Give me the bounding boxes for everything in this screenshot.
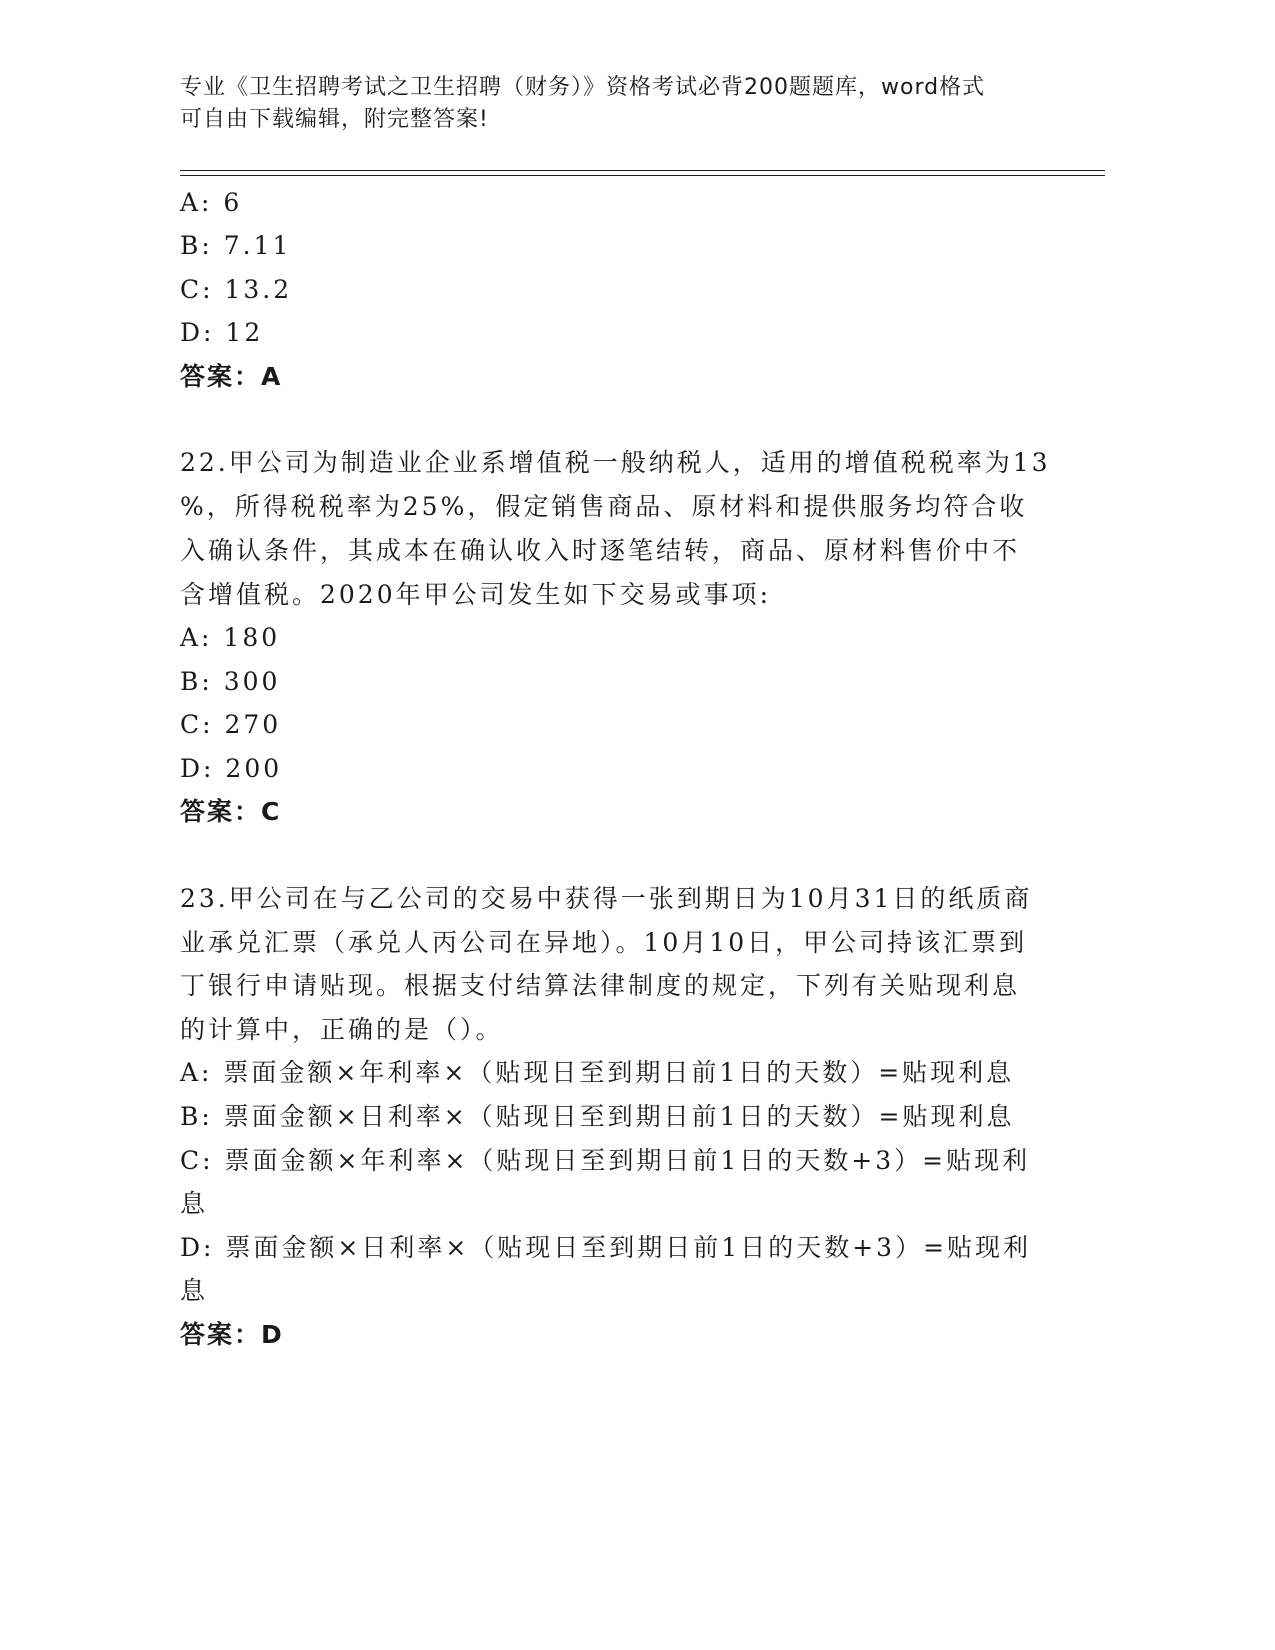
q22-answer: 答案：C — [180, 797, 282, 826]
q22-option-b: B: 300 — [180, 667, 281, 696]
q23-option-c: C: 票面金额×年利率×（贴现日至到期日前1日的天数+3）=贴现利 — [180, 1146, 1031, 1175]
q21-option-d: D: 12 — [180, 318, 264, 347]
q23-option-b: B: 票面金额×日利率×（贴现日至到期日前1日的天数）=贴现利息 — [180, 1102, 1015, 1131]
q22-stem-line-3: 入确认条件，其成本在确认收入时逐笔结转，商品、原材料售价中不 — [180, 536, 1021, 565]
header-line-1: 专业《卫生招聘考试之卫生招聘（财务）》资格考试必背200题题库，word格式 — [180, 75, 986, 100]
q23-stem-line-3: 丁银行申请贴现。根据支付结算法律制度的规定，下列有关贴现利息 — [180, 971, 1021, 1000]
q21-option-a: A: 6 — [180, 188, 243, 217]
q23-option-a: A: 票面金额×年利率×（贴现日至到期日前1日的天数）=贴现利息 — [180, 1058, 1015, 1087]
q23-stem-line-1: 23.甲公司在与乙公司的交易中获得一张到期日为10月31日的纸质商 — [180, 884, 1033, 913]
q23-option-d: D: 票面金额×日利率×（贴现日至到期日前1日的天数+3）=贴现利 — [180, 1233, 1032, 1262]
q22-option-c: C: 270 — [180, 710, 282, 739]
header-line-2: 可自由下载编辑，附完整答案! — [180, 107, 489, 132]
q21-answer: 答案：A — [180, 362, 283, 391]
q22-stem-line-4: 含增值税。2020年甲公司发生如下交易或事项: — [180, 580, 772, 609]
header-divider-bottom — [180, 175, 1105, 176]
q23-option-d-continued: 息 — [180, 1276, 209, 1305]
q22-stem-line-2: %，所得税税率为25%，假定销售商品、原材料和提供服务均符合收 — [180, 492, 1028, 521]
q23-stem-line-2: 业承兑汇票（承兑人丙公司在异地）。10月10日，甲公司持该汇票到 — [180, 928, 1028, 957]
document-header — [180, 72, 1040, 136]
q23-answer: 答案：D — [180, 1320, 284, 1349]
q22-option-a: A: 180 — [180, 623, 281, 652]
q21-option-b: B: 7.11 — [180, 231, 292, 260]
q21-option-c: C: 13.2 — [180, 275, 293, 304]
q22-stem-line-1: 22.甲公司为制造业企业系增值税一般纳税人，适用的增值税税率为13 — [180, 448, 1051, 477]
q23-stem-line-4: 的计算中，正确的是（）。 — [180, 1015, 504, 1044]
q23-option-c-continued: 息 — [180, 1189, 209, 1218]
header-divider-top — [180, 170, 1105, 171]
q22-option-d: D: 200 — [180, 754, 283, 783]
